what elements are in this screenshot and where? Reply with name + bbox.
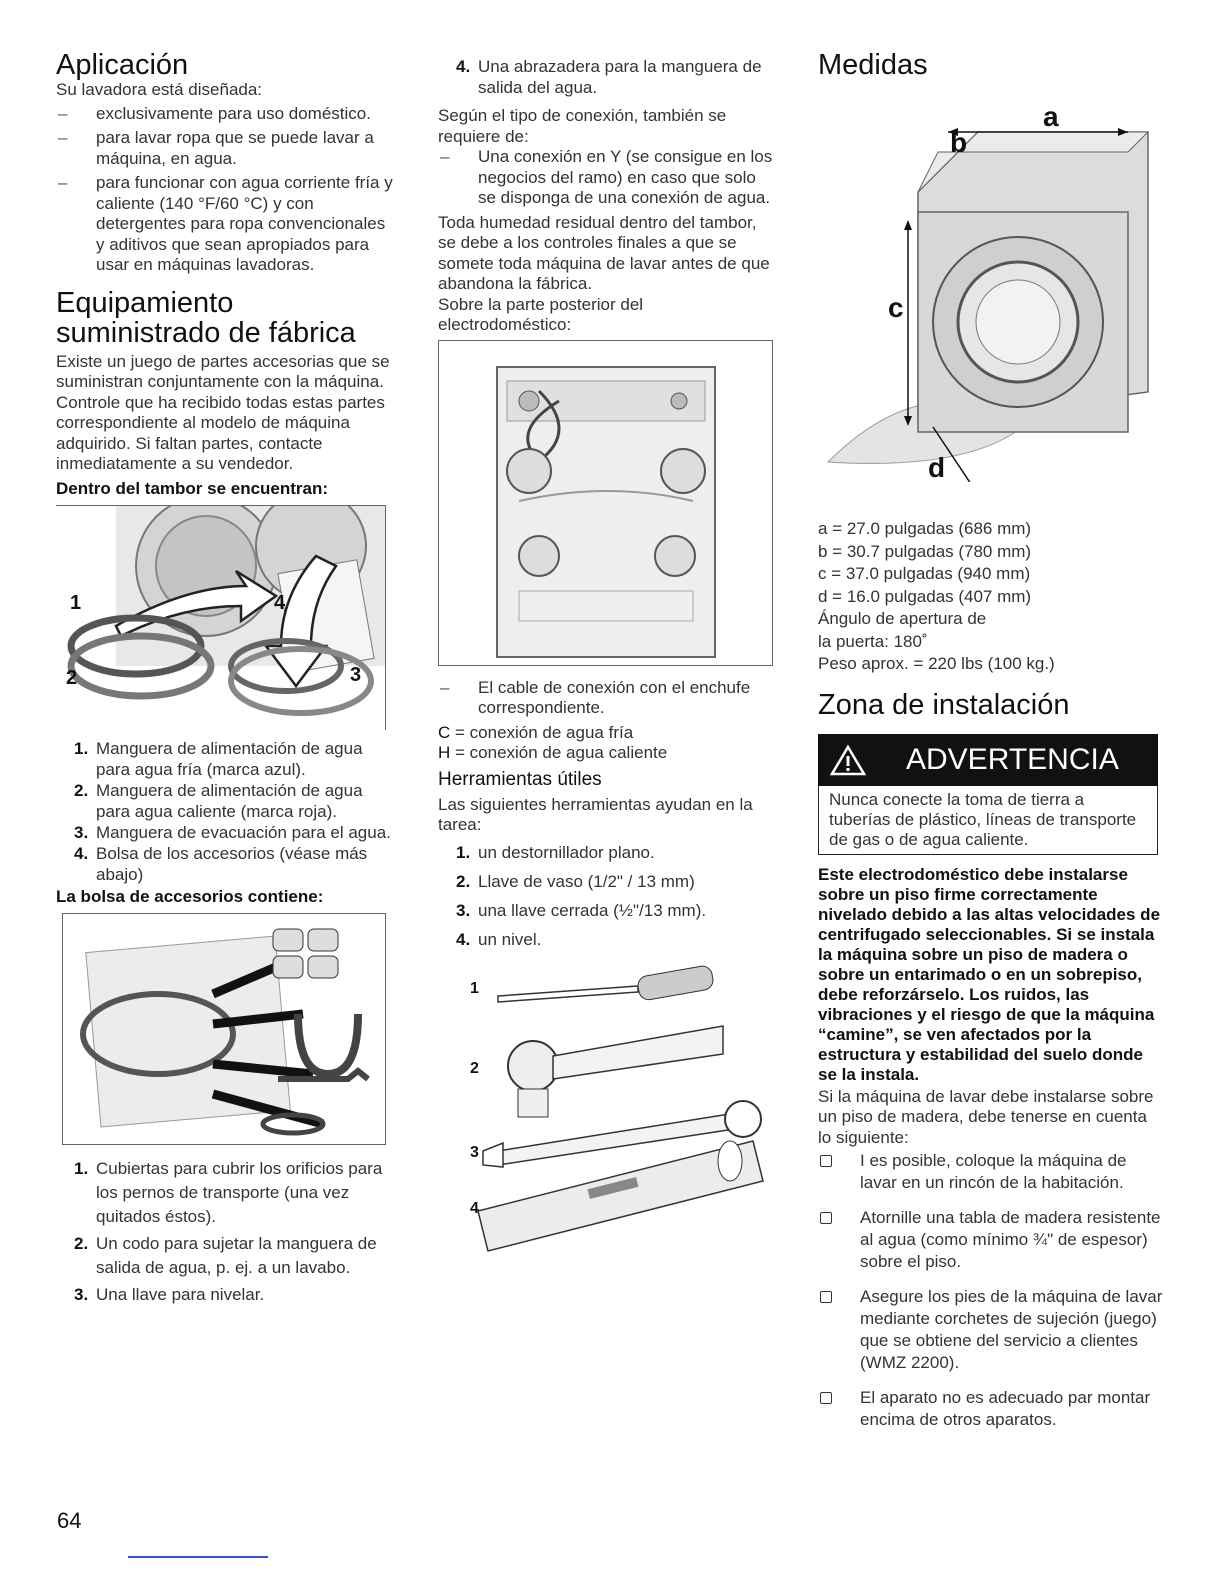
list-item: 1. un destornillador plano.: [456, 842, 655, 862]
h-definition: H = conexión de agua caliente: [438, 743, 668, 762]
tool-label-1: 1: [470, 979, 479, 997]
dim-label-d: d: [928, 452, 946, 482]
warning-text: Nunca conecte la toma de tierra a tuberías de plástico, líneas de transporte de gas o de agua caliente.: [818, 786, 1158, 855]
herramientas-title: Herramientas útiles: [438, 768, 602, 790]
tambor-list-continued: [438, 56, 778, 98]
segun-text: Según el tipo de conexión, también se requiere de:: [438, 106, 727, 146]
aplicacion-intro: Su lavadora está diseñada:: [56, 80, 263, 99]
dim-c: c = 37.0 pulgadas (940 mm): [818, 564, 1031, 583]
tool-label-4: 4: [470, 1199, 479, 1217]
list-item: 2. Manguera de alimentación de agua para agua caliente (marca roja).: [74, 780, 363, 821]
dim-label-b: b: [950, 127, 968, 158]
list-item: – Una conexión en Y (se consigue en los negocios del ramo) en caso que solo se disponga de una conexión de agua.: [438, 147, 778, 209]
list-item: 2. Un codo para sujetar la manguera de salida de agua, p. ej. a un lavabo.: [74, 1233, 377, 1277]
equipamiento-title-line2: suministrado de fábrica: [56, 316, 356, 349]
segun-list: [438, 147, 778, 209]
equipamiento-text: Existe un juego de partes accesorias que se suministran conjuntamente con la máquina. Controle que ha recibido todas estas partes correspondiente al modelo de máquina adquirido. Si faltan partes, contacte inmediatamente a su vendedor.: [56, 351, 390, 473]
installation-bold-paragraph: Este electrodoméstico debe instalarse sobre un piso firme correctamente nivelado debido a las altas velocidades de centrifugado seleccionables. Si se instala la máquina sobre un piso de madera o sobre un entarimado o en un sobrepiso, debe reforzárselo. Los ruidos, las vibraciones y el riesgo de que la máquina “camine”, se ven afectados por la estructura y estabilidad del suelo donde se la instala.: [818, 864, 1161, 1084]
weight: Peso aprox. = 220 lbs (100 kg.): [818, 654, 1055, 673]
equipamiento-title-line1: Equipamiento: [56, 286, 234, 319]
checklist-item: El aparato no es adecuado par montar encima de otros aparatos.: [818, 1387, 1163, 1431]
tool-label-2: 2: [470, 1059, 479, 1077]
list-item: – para lavar ropa que se puede lavar a máquina, en agua.: [56, 128, 396, 169]
fig1-label-4: 4: [274, 591, 286, 614]
installation-checklist: [818, 1150, 1163, 1431]
column-left: [56, 50, 396, 1307]
dim-label-c: c: [888, 292, 904, 323]
fig1-label-1: 1: [70, 591, 82, 614]
aplicacion-list: [56, 104, 396, 276]
column-right: [818, 50, 1163, 1444]
bolsa-heading: La bolsa de accesorios contiene:: [56, 886, 324, 906]
list-item: 3. Manguera de evacuación para el agua.: [74, 822, 391, 842]
footer-rule: [128, 1556, 268, 1558]
list-item: – para funcionar con agua corriente fría y caliente (140 °F/60 °C) y con detergentes para ropa convencionales y aditivos que sean apropiados para usar en máquinas lavadoras.: [56, 173, 396, 276]
list-item: – exclusivamente para uso doméstico.: [56, 104, 396, 125]
accessories-drum-figure: [56, 505, 386, 730]
page-number: 64: [57, 1508, 82, 1533]
dim-a: a = 27.0 pulgadas (686 mm): [818, 519, 1032, 538]
aplicacion-title: Aplicación: [56, 49, 189, 81]
humedad-text: Toda humedad residual dentro del tambor, se debe a los controles finales a que se somete toda máquina de lavar antes de que abandona la fábrica.: [438, 212, 770, 293]
list-item: 4. Una abrazadera para la manguera de salida del agua.: [456, 57, 762, 97]
zona-title: Zona de instalación: [818, 688, 1070, 721]
bolsa-list: [56, 1157, 396, 1307]
list-item: 1. Cubiertas para cubrir los orificios para los pernos de transporte (una vez quitados éstos).: [74, 1158, 383, 1226]
dimensions-list: [818, 518, 1163, 676]
dim-b: b = 30.7 pulgadas (780 mm): [818, 541, 1032, 561]
cable-list: [438, 678, 778, 719]
posterior-text: Sobre la parte posterior del electrodoméstico:: [438, 294, 644, 334]
list-item: 4. Bolsa de los accesorios (véase más abajo): [74, 843, 368, 884]
tools-figure: [438, 961, 768, 1281]
checklist-item: Asegure los pies de la máquina de lavar mediante corchetes de sujeción (juego) que se obtiene del servicio a clientes (WMZ 2200).: [818, 1286, 1163, 1374]
checklist-item: I es posible, coloque la máquina de lavar en un rincón de la habitación.: [818, 1150, 1163, 1194]
medidas-title: Medidas: [818, 49, 928, 81]
dim-label-a: a: [1043, 101, 1059, 132]
c-definition: C = conexión de agua fría: [438, 722, 634, 742]
list-item: 1. Manguera de alimentación de agua para agua fría (marca azul).: [74, 738, 363, 779]
tool-label-3: 3: [470, 1143, 479, 1161]
warning-label: ADVERTENCIA: [906, 742, 1119, 776]
checklist-item: Atornille una tabla de madera resistente al agua (como mínimo ¾" de espesor) sobre el piso.: [818, 1207, 1163, 1273]
tambor-heading: Dentro del tambor se encuentran:: [56, 478, 329, 498]
rear-view-figure: [438, 340, 773, 666]
door-angle-value: la puerta: 180˚: [818, 631, 928, 651]
warning-box: [818, 734, 1158, 855]
tambor-list: [56, 738, 396, 885]
warning-triangle-icon: [830, 744, 866, 776]
door-angle-label: Ángulo de apertura de: [818, 609, 987, 628]
dimensions-figure: [818, 82, 1163, 482]
dim-d: d = 16.0 pulgadas (407 mm): [818, 586, 1032, 606]
fig1-label-2: 2: [66, 666, 78, 689]
list-item: 2. Llave de vaso (1/2" / 13 mm): [456, 871, 695, 891]
herramientas-text: Las siguientes herramientas ayudan en la tarea:: [438, 794, 753, 834]
list-item: – El cable de conexión con el enchufe correspondiente.: [438, 678, 778, 719]
fig1-label-3: 3: [350, 663, 362, 686]
warning-header: [818, 734, 1158, 786]
equipamiento-title: [56, 288, 396, 348]
column-middle: [438, 56, 778, 1281]
accessories-bag-figure: [62, 913, 386, 1145]
list-item: 3. una llave cerrada (½"/13 mm).: [456, 900, 707, 920]
list-item: 3. Una llave para nivelar.: [74, 1284, 265, 1304]
madera-text: Si la máquina de lavar debe instalarse sobre un piso de madera, debe tenerse en cuenta lo siguiente:: [818, 1086, 1154, 1147]
herramientas-list: [438, 842, 778, 951]
list-item: 4. un nivel.: [456, 929, 542, 949]
